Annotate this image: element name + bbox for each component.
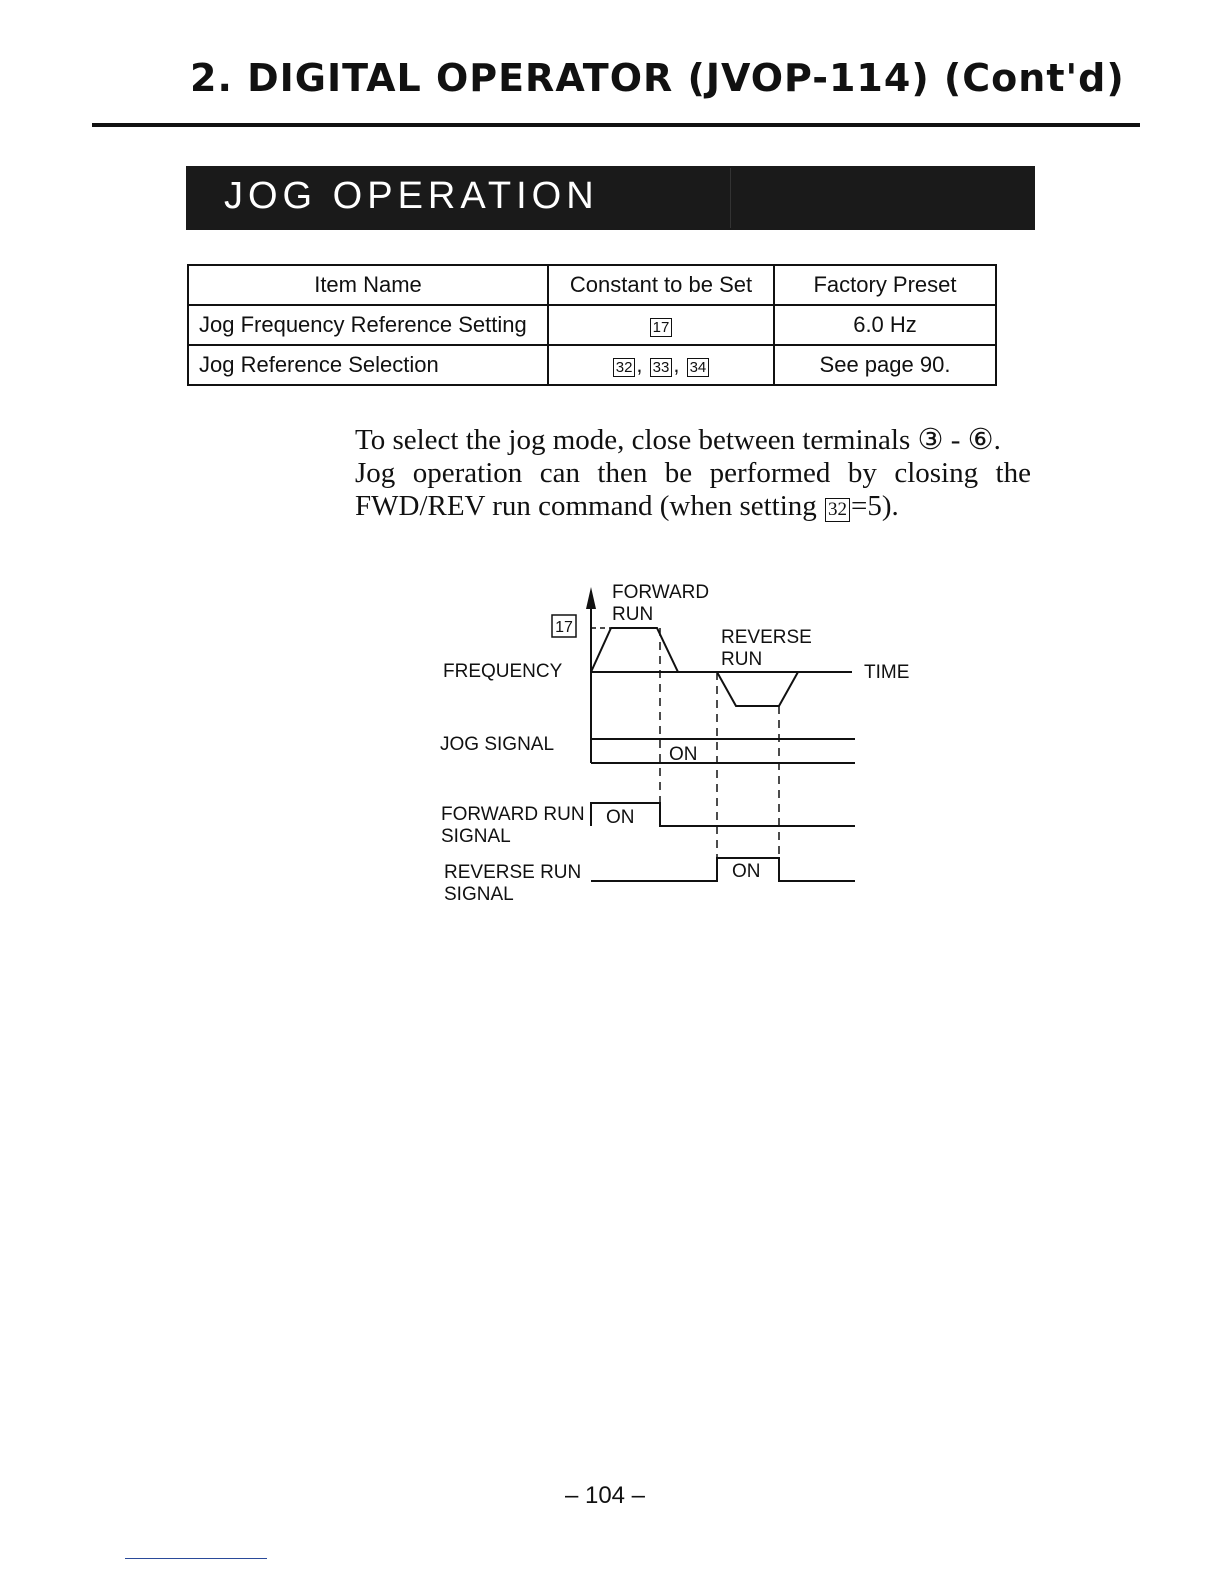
reverse-run-signal-label: SIGNAL [444,884,514,905]
page-header-title: 2. DIGITAL OPERATOR (JVOP-114) (Cont'd) [190,56,1125,100]
row-factory-preset: See page 90. [774,345,996,385]
section-banner [186,166,1035,230]
axis-arrowhead [586,587,596,609]
header-item-name: Item Name [188,265,548,305]
jog-on-label: ON [669,744,698,765]
constant-box: 32 [613,358,636,377]
reverse-run-label: RUN [721,649,763,670]
jog-timing-diagram [420,575,940,915]
forward-on-label: ON [606,807,635,828]
page-number: – 104 – [564,1482,646,1509]
paragraph-line: To select the jog mode, close between terminals ③ - ⑥. [355,424,1001,456]
table-row [188,305,996,345]
section-title: JOG OPERATION [224,175,599,217]
header-rule [92,123,1140,127]
time-label: TIME [864,662,910,683]
banner-divider [730,168,731,228]
row-item-name: Jog Frequency Reference Setting [188,305,548,345]
paragraph-line [355,490,1031,523]
paragraph-line-text: =5). [851,490,899,522]
footer-rule [125,1558,267,1559]
reverse-on-label: ON [732,861,761,882]
jog-signal-label: JOG SIGNAL [440,734,555,755]
constant-box: 17 [650,318,673,337]
row-item-name: Jog Reference Selection [188,345,548,385]
row-constants: 32 , 33 , 34 [548,345,774,385]
reverse-run-label: REVERSE [721,627,812,648]
forward-run-label: FORWARD [612,582,710,603]
constant-box: 33 [650,358,673,377]
forward-run-label: RUN [612,604,654,625]
constant-box: 34 [687,358,710,377]
table-row [188,345,996,385]
table-header-row [188,265,996,305]
forward-run-signal-label: FORWARD RUN [441,804,585,825]
constants-table [187,264,997,386]
forward-run-signal-label: SIGNAL [441,826,511,847]
row-constants [548,305,774,345]
header-constant: Constant to be Set [548,265,774,305]
row-factory-preset: 6.0 Hz [774,305,996,345]
constant-box: 32 [825,498,850,522]
frequency-label: FREQUENCY [443,661,563,682]
constant-17-label: 17 [555,619,573,636]
paragraph-line: Jog operation can then be performed by closing the [355,457,1031,489]
reverse-run-signal-label: REVERSE RUN [444,862,582,883]
reverse-run-signal [591,858,855,881]
paragraph-line-text: FWD/REV run command (when setting [355,490,825,522]
header-factory-preset: Factory Preset [774,265,996,305]
description-paragraph [355,424,1031,523]
